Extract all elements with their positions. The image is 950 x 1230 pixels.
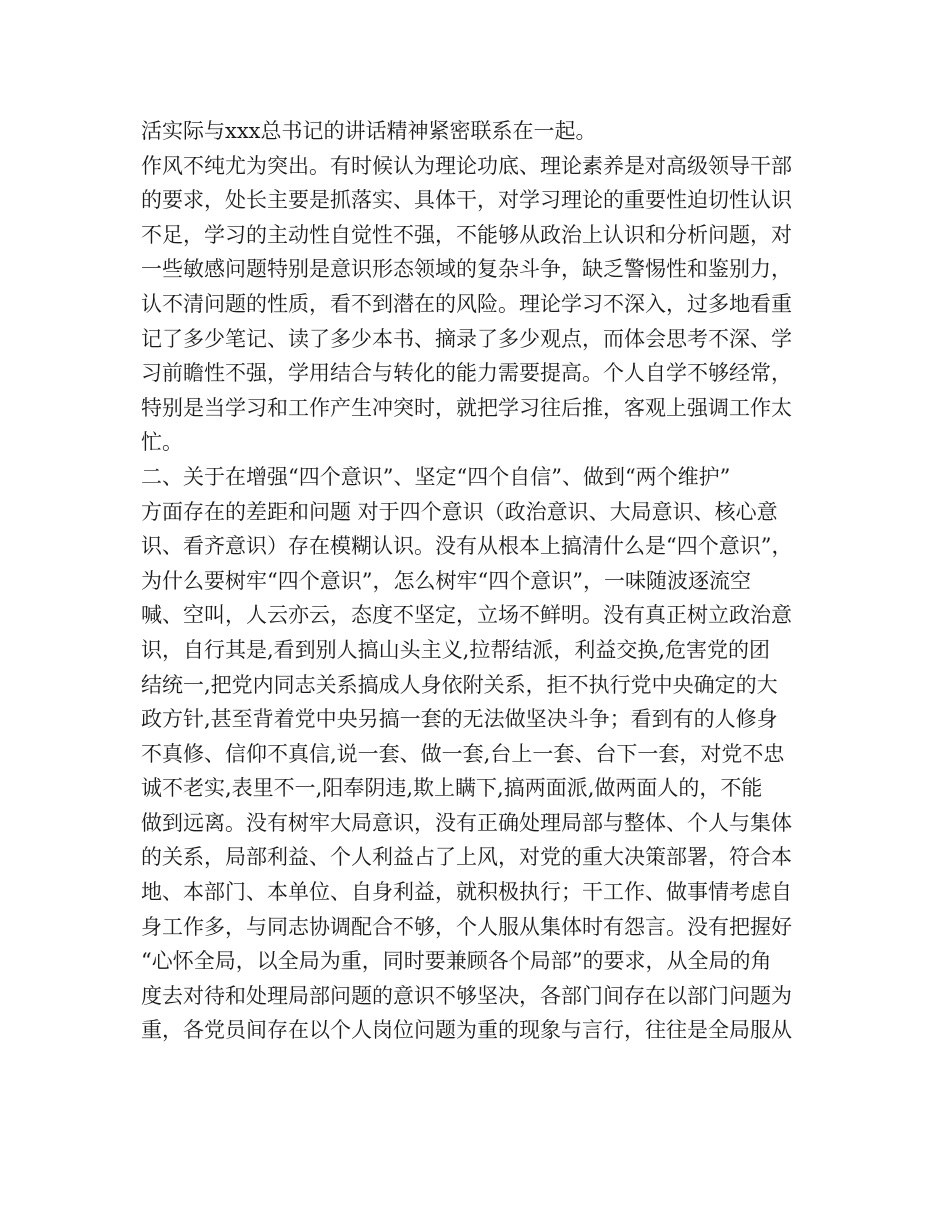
text-line: 忙。 — [141, 430, 183, 455]
text-line: 身工作多，与同志协调配合不够，个人服从集体时有怨言。没有把握好 — [141, 914, 792, 939]
text-line: 度去对待和处理局部问题的意识不够坚决，各部门间存在以部门问题为 — [141, 983, 792, 1008]
text-line: 的要求，处长主要是抓落实、具体干，对学习理论的重要性迫切性认识 — [141, 188, 792, 213]
text-line: 重，各党员间存在以个人岗位问题为重的现象与言行，往往是全局服从 — [141, 1018, 792, 1043]
text-line: “心怀全局，以全局为重，同时要兼顾各个局部”的要求，从全局的角 — [141, 949, 772, 974]
text-line: 作风不纯尤为突出。有时候认为理论功底、理论素养是对高级领导干部 — [141, 153, 792, 178]
text-line: 记了多少笔记、读了多少本书、摘录了多少观点，而体会思考不深、学 — [141, 326, 792, 351]
body-text — [141, 114, 831, 1048]
text-line: 识，自行其是,看到别人搞山头主义,拉帮结派，利益交换,危害党的团 — [141, 637, 771, 662]
text-line: 识、看齐意识）存在模糊认识。没有从根本上搞清什么是“四个意识”， — [141, 534, 793, 559]
text-line: 习前瞻性不强，学用结合与转化的能力需要提高。个人自学不够经常， — [141, 361, 792, 386]
text-line: 的关系，局部利益、个人利益占了上风，对党的重大决策部署，符合本 — [141, 845, 792, 870]
text-line: 诚不老实,表里不一,阳奉阴违,欺上瞒下,搞两面派,做两面人的，不能 — [141, 776, 763, 801]
text-line: 为什么要树牢“四个意识”，怎么树牢“四个意识”，一味随波逐流空 — [141, 568, 751, 593]
text-line: 做到远离。没有树牢大局意识，没有正确处理局部与整体、个人与集体 — [141, 810, 792, 835]
text-line: 方面存在的差距和问题 对于四个意识（政治意识、大局意识、核心意 — [141, 499, 778, 524]
text-line: 活实际与xxx总书记的讲话精神紧密联系在一起。 — [141, 119, 597, 143]
text-line: 喊、空叫，人云亦云，态度不坚定，立场不鲜明。没有真正树立政治意 — [141, 603, 792, 628]
section-heading-line: 二、关于在增强“四个意识”、坚定“四个自信”、做到“两个维护” — [141, 464, 731, 489]
text-line: 不足，学习的主动性自觉性不强，不能够从政治上认识和分析问题，对 — [141, 222, 792, 247]
text-line: 不真修、信仰不真信,说一套、做一套,台上一套、台下一套，对党不忠 — [141, 741, 785, 766]
text-line: 结统一,把党内同志关系搞成人身依附关系，拒不执行党中央确定的大 — [141, 672, 778, 697]
text-line: 认不清问题的性质，看不到潜在的风险。理论学习不深入，过多地看重 — [141, 291, 792, 316]
text-line: 特别是当学习和工作产生冲突时，就把学习往后推，客观上强调工作太 — [141, 395, 792, 420]
text-line: 一些敏感问题特别是意识形态领域的复杂斗争，缺乏警惕性和鉴别力， — [141, 257, 792, 282]
text-line: 地、本部门、本单位、自身利益，就积极执行；干工作、做事情考虑自 — [141, 880, 792, 905]
text-line: 政方针,甚至背着党中央另搞一套的无法做坚决斗争；看到有的人修身 — [141, 707, 778, 732]
